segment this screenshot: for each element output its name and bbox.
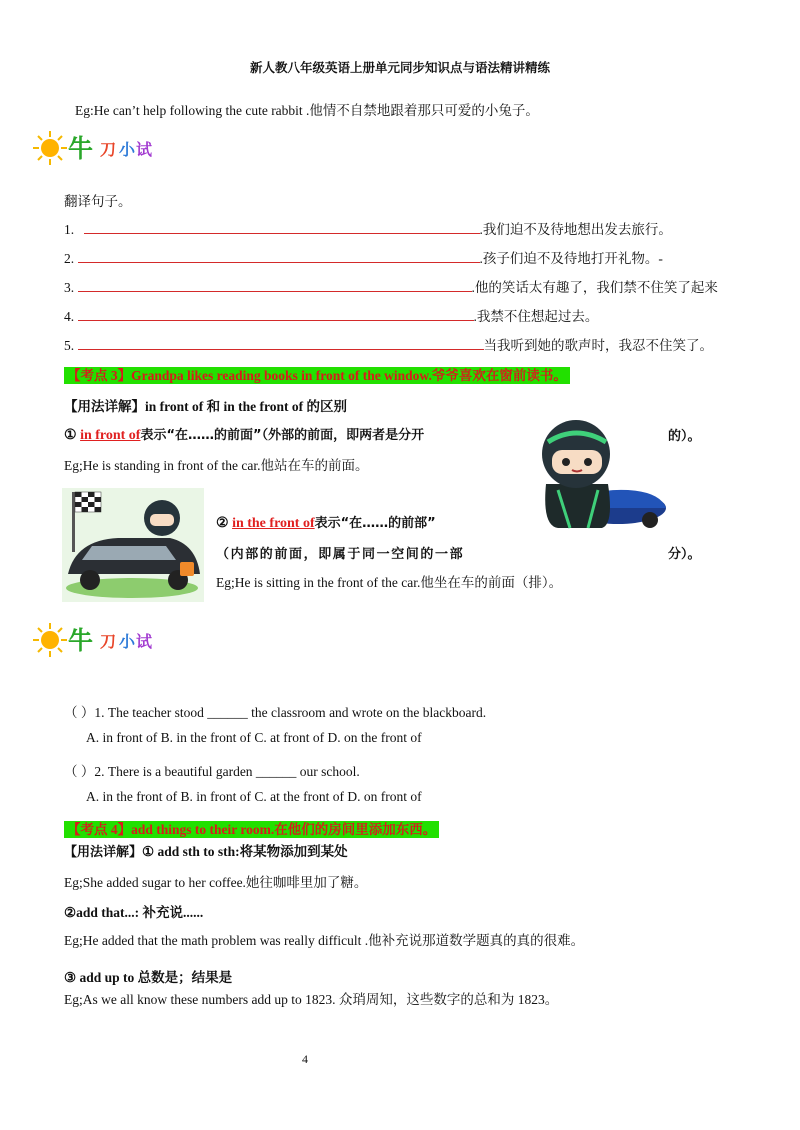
kaodian-3-title: 【考点 3】Grandpa likes reading books in front of the window.爷爷喜欢在窗前读书。	[64, 364, 570, 384]
item-number: 3.	[64, 280, 75, 295]
translate-item	[64, 218, 672, 238]
usage-4-point-3: ③ add up to 总数是；结果是	[64, 970, 233, 985]
item-number: 2.	[64, 251, 75, 266]
translate-item	[64, 276, 718, 296]
banner-char: 试	[136, 632, 153, 651]
question-2-options[interactable]: A. in the front of B. in front of C. at the front of D. on front of	[86, 789, 422, 804]
question-1[interactable]: （ ）1. The teacher stood ______ the classroom and wrote on the blackboard.	[64, 705, 487, 720]
usage-point-2-tail: 分）。	[668, 547, 701, 562]
phrase-in-front-of: in front of	[80, 428, 141, 443]
usage-detail-4: 【用法详解】① add sth to sth:将某物添加到某处	[64, 844, 348, 860]
usage-point-2: ② in the front of表示“在……的前部”	[216, 516, 436, 531]
banner-big-char: 牛	[68, 134, 94, 163]
banner-char: 小	[119, 632, 136, 651]
question-1-options[interactable]: A. in front of B. in the front of C. at front of D. on the front of	[86, 730, 422, 745]
racer-illustration	[518, 416, 668, 532]
usage-4-point-2: ②add that...: 补充说......	[64, 905, 204, 920]
usage-point-2-line2: （内部的前面，即属于同一空间的一部	[216, 547, 465, 562]
answer-blank[interactable]	[78, 250, 480, 263]
item-text: 当我听到她的歌声时，我忍不住笑了。	[483, 338, 713, 353]
answer-blank[interactable]	[78, 337, 484, 350]
translate-item	[64, 334, 713, 354]
item-text: .他的笑话太有趣了，我们禁不住笑了起来	[471, 280, 718, 295]
practice-banner-1	[30, 128, 170, 168]
banner-char: 刀	[100, 632, 117, 651]
item-text: .我们迫不及待地想出发去旅行。	[479, 222, 672, 237]
intro-example: Eg:He can’t help following the cute rabbit .他情不自禁地跟着那只可爱的小兔子。	[75, 103, 539, 118]
banner-char: 刀	[100, 140, 117, 159]
sun-icon	[32, 130, 68, 166]
usage-4-example-2: Eg;He added that the math problem was really difficult .他补充说那道数学题真的真的很难。	[64, 933, 585, 948]
usage-example-2: Eg;He is sitting in the front of the car.他坐在车的前面（排）。	[216, 575, 563, 590]
phrase-in-the-front-of: in the front of	[232, 516, 315, 531]
answer-blank[interactable]	[78, 308, 474, 321]
car-illustration	[62, 488, 204, 602]
banner-char: 小	[119, 140, 136, 159]
banner-char: 试	[136, 140, 153, 159]
answer-blank[interactable]	[78, 279, 472, 292]
translate-instruction: 翻译句子。	[64, 194, 132, 209]
banner-big-char: 牛	[68, 626, 94, 655]
usage-detail-3: 【用法详解】in front of 和 in the front of 的区别	[64, 399, 347, 414]
item-text: .我禁不住想起过去。	[473, 309, 599, 324]
item-number: 5.	[64, 338, 75, 353]
usage-4-example-3: Eg;As we all know these numbers add up to 1823. 众琑周知，这些数字的总和为 1823。	[64, 992, 559, 1007]
item-number: 1.	[64, 222, 75, 237]
usage-4-example-1: Eg;She added sugar to her coffee.她往咖啡里加了糖。	[64, 875, 368, 890]
practice-banner-2	[30, 620, 170, 660]
page-header: 新人教八年级英语上册单元同步知识点与语法精讲精练	[249, 60, 550, 75]
usage-point-1: ① in front of表示“在……的前面”（外部的前面，即两者是分开	[64, 428, 425, 443]
translate-item	[64, 305, 598, 325]
item-number: 4.	[64, 309, 75, 324]
answer-blank[interactable]	[84, 221, 480, 234]
question-2[interactable]: （ ）2. There is a beautiful garden ______ our school.	[64, 764, 360, 779]
usage-example-1: Eg;He is standing in front of the car.他站在车的前面。	[64, 458, 369, 473]
kaodian-4-title: 【考点 4】add things to their room.在他们的房间里添加东西。	[64, 818, 439, 838]
translate-item	[64, 247, 663, 267]
sun-icon	[32, 622, 68, 658]
usage-point-1-tail: 的）。	[668, 429, 701, 444]
page-number: 4	[302, 1052, 308, 1066]
item-text: .孩子们迫不及待地打开礼物。-	[479, 251, 663, 266]
